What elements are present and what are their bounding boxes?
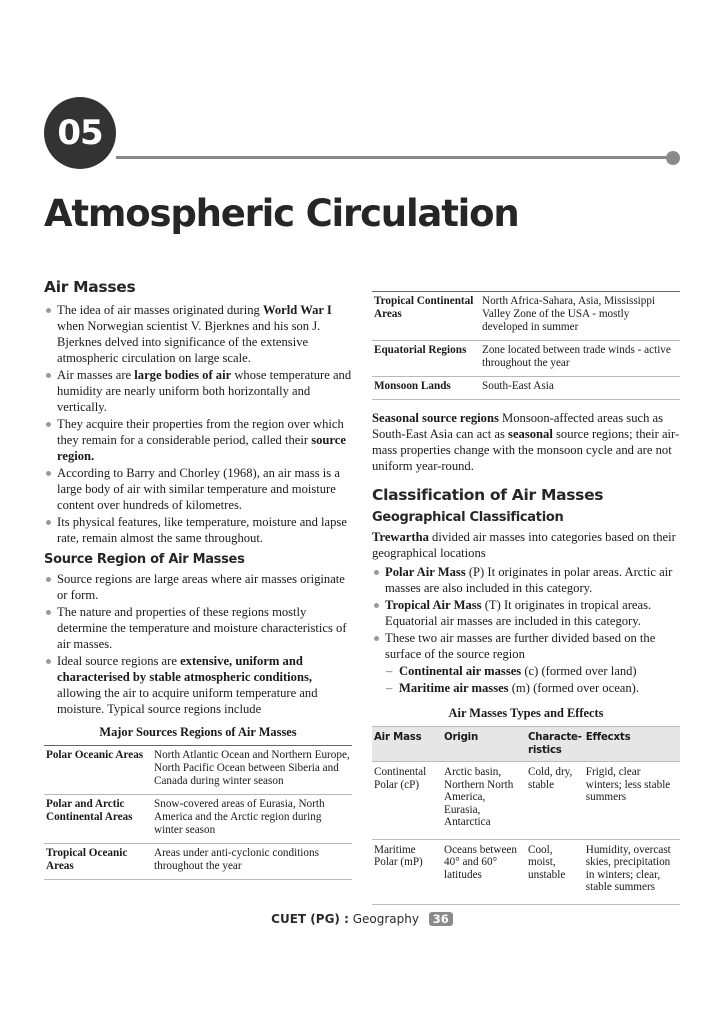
list-item: Polar Air Mass (P) It originates in polar areas. Arctic air masses are also included in this category. (372, 564, 680, 596)
column-header: Characte-ristics (526, 727, 584, 762)
table-cell: Equatorial Regions (372, 341, 480, 377)
table-cell: Maritime Polar (mP) (372, 839, 442, 904)
table-cell: Oceans between 40° and 60° latitudes (442, 839, 526, 904)
list-item: According to Barry and Chorley (1968), an air mass is a large body of air with similar temperature and moisture content over hundreds of kilometres. (44, 465, 352, 513)
list-item: – Maritime air masses (m) (formed over ocean). (386, 680, 680, 696)
list-item: Air masses are large bodies of air whose temperature and humidity are nearly uniform both horizontally and vertically. (44, 367, 352, 415)
list-item: Source regions are large areas where air masses originate or form. (44, 571, 352, 603)
geographical-classification-heading: Geographical Classification (372, 510, 564, 525)
table-row (372, 839, 680, 904)
seasonal-paragraph: Seasonal source regions Monsoon-affected areas such as South-East Asia can act as seasonal source regions; their air-mass properties change with the monsoon cycle and are not uniform year-round. (372, 411, 680, 473)
table-cell: Monsoon Lands (372, 377, 480, 400)
surface-sublist (386, 663, 680, 696)
table-row (44, 746, 352, 795)
classification-heading: Classification of Air Masses (372, 486, 604, 504)
right-column (372, 291, 680, 905)
table-row (372, 762, 680, 840)
table-row (44, 844, 352, 880)
table-cell: Tropical Continental Areas (372, 292, 480, 341)
list-item: These two air masses are further divided based on the surface of the source region (372, 630, 680, 662)
table-cell: Tropical Oceanic Areas (44, 844, 152, 880)
page-number: 36 (429, 912, 453, 926)
chapter-title: Atmospheric Circulation (44, 192, 519, 235)
table-row (44, 795, 352, 844)
table-cell: Polar Oceanic Areas (44, 746, 152, 795)
table-cell: Cold, dry, stable (526, 762, 584, 840)
chapter-number: 05 (44, 97, 116, 169)
table-cell: North Africa-Sahara, Asia, Mississippi Valley Zone of the USA - mostly developed in summer (480, 292, 680, 341)
table-cell: Arctic basin, Northern North America, Eurasia, Antarctica (442, 762, 526, 840)
table-cell: Snow-covered areas of Eurasia, North America and the Arctic region during winter season (152, 795, 352, 844)
table-cell: Frigid, clear winters; less stable summers (584, 762, 680, 840)
left-column (44, 278, 352, 880)
table-row (372, 341, 680, 377)
column-header: Effecxts (584, 727, 680, 762)
sources-table-continued (372, 291, 680, 400)
classification-list (372, 564, 680, 662)
list-item: – Continental air masses (c) (formed over land) (386, 663, 680, 679)
source-region-heading: Source Region of Air Masses (44, 552, 245, 567)
list-item: The nature and properties of these regions mostly determine the temperature and moisture characteristics of air masses. (44, 604, 352, 652)
footer-subject: Geography (352, 912, 419, 926)
column-header: Air Mass (372, 727, 442, 762)
sources-table-caption: Major Sources Regions of Air Masses (99, 725, 297, 739)
list-item: Ideal source regions are extensive, uniform and characterised by stable atmospheric conditions, allowing the air to acquire uniform temperature and moisture. Typical source regions include (44, 653, 352, 717)
table-row (372, 292, 680, 341)
air-masses-heading: Air Masses (44, 278, 136, 296)
table-cell: North Atlantic Ocean and Northern Europe, North Pacific Ocean between Siberia and Canada during winter season (152, 746, 352, 795)
list-item: Its physical features, like temperature, moisture and lapse rate, remain almost the same throughout. (44, 514, 352, 546)
list-item: They acquire their properties from the region over which they remain for a considerable period, called their source region. (44, 416, 352, 464)
table-cell: Cool, moist, unstable (526, 839, 584, 904)
source-region-list (44, 571, 352, 717)
chapter-divider-line (116, 156, 674, 159)
classification-intro: Trewartha divided air masses into categories based on their geographical locations (372, 530, 676, 560)
table-cell: Continental Polar (cP) (372, 762, 442, 840)
table-cell: Humidity, overcast skies, precipitation in winters; clear, stable summers (584, 839, 680, 904)
list-item: Tropical Air Mass (T) It originates in tropical areas. Equatorial air masses are included in this category. (372, 597, 680, 629)
table-cell: Areas under anti-cyclonic conditions throughout the year (152, 844, 352, 880)
sources-table (44, 745, 352, 880)
footer-exam: CUET (PG) : (271, 912, 349, 926)
types-table (372, 726, 680, 905)
table-header-row (372, 727, 680, 762)
column-header: Origin (442, 727, 526, 762)
list-item: The idea of air masses originated during World War I when Norwegian scientist V. Bjerknes and his son J. Bjerknes delved into significance of the extensive atmospheric circulation on large scale. (44, 302, 352, 366)
air-masses-list (44, 302, 352, 546)
chapter-divider-dot (666, 151, 680, 165)
page-footer (0, 912, 724, 926)
table-cell: Polar and Arctic Continental Areas (44, 795, 152, 844)
types-table-caption: Air Masses Types and Effects (448, 706, 604, 720)
table-cell: Zone located between trade winds - active throughout the year (480, 341, 680, 377)
table-row (372, 377, 680, 400)
table-cell: South-East Asia (480, 377, 680, 400)
